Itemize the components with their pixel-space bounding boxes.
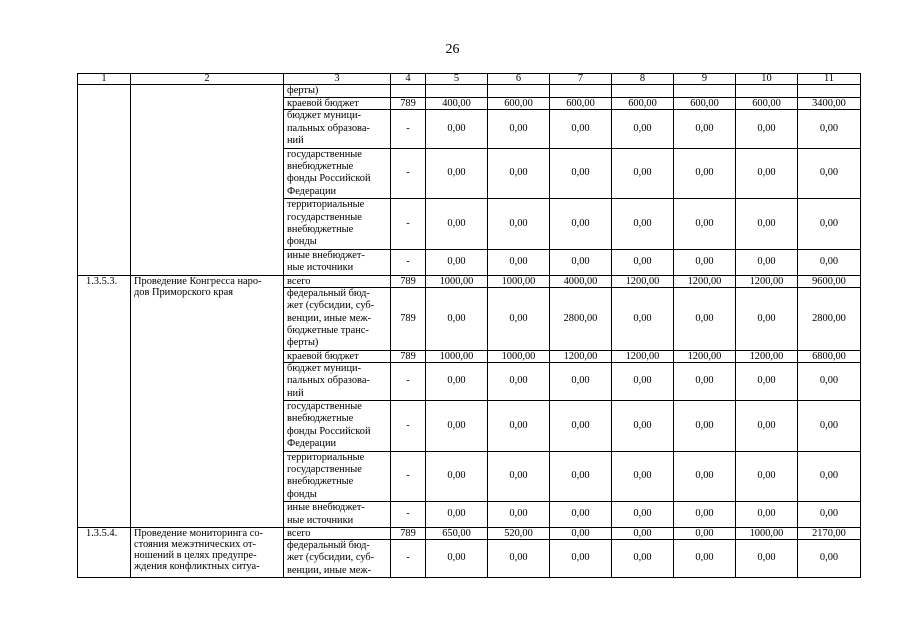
amount-cell: 600,00 [550, 98, 612, 110]
amount-cell: 0,00 [612, 400, 674, 451]
column-number-header: 9 [674, 74, 736, 85]
amount-cell: 0,00 [736, 451, 798, 502]
column-number-header: 1 [78, 74, 131, 85]
column-number-header: 3 [284, 74, 391, 85]
column-number-header: 4 [391, 74, 426, 85]
budget-code-cell: - [391, 362, 426, 400]
amount-cell: 0,00 [426, 249, 488, 275]
amount-cell: 0,00 [674, 400, 736, 451]
amount-cell: 0,00 [798, 400, 861, 451]
amount-cell: 0,00 [426, 148, 488, 199]
budget-code-cell: - [391, 540, 426, 578]
budget-code-cell: 789 [391, 350, 426, 362]
item-name-cell: Проведение Конгресса наро- дов Приморского края [131, 275, 284, 527]
funding-source-cell: бюджет муници- пальных образова- ний [284, 362, 391, 400]
budget-code-cell: - [391, 400, 426, 451]
amount-cell: 0,00 [736, 540, 798, 578]
amount-cell: 1200,00 [550, 350, 612, 362]
amount-cell: 0,00 [550, 502, 612, 528]
column-number-header: 10 [736, 74, 798, 85]
amount-cell: 0,00 [550, 199, 612, 250]
funding-source-cell: краевой бюджет [284, 350, 391, 362]
amount-cell: 0,00 [426, 400, 488, 451]
amount-cell [488, 85, 550, 98]
amount-cell: 2170,00 [798, 528, 861, 540]
amount-cell: 0,00 [674, 451, 736, 502]
amount-cell: 0,00 [488, 287, 550, 350]
amount-cell: 0,00 [426, 199, 488, 250]
table-row [78, 275, 861, 287]
budget-code-cell: - [391, 110, 426, 148]
amount-cell: 1200,00 [612, 275, 674, 287]
funding-source-cell: ферты) [284, 85, 391, 98]
amount-cell: 0,00 [736, 400, 798, 451]
amount-cell: 400,00 [426, 98, 488, 110]
budget-code-cell: - [391, 249, 426, 275]
amount-cell: 0,00 [674, 540, 736, 578]
amount-cell: 0,00 [736, 199, 798, 250]
amount-cell: 0,00 [426, 287, 488, 350]
amount-cell: 0,00 [612, 502, 674, 528]
funding-source-cell: бюджет муници- пальных образова- ний [284, 110, 391, 148]
column-number-header: 2 [131, 74, 284, 85]
amount-cell: 0,00 [736, 287, 798, 350]
amount-cell: 0,00 [612, 287, 674, 350]
amount-cell: 0,00 [612, 249, 674, 275]
amount-cell: 0,00 [798, 249, 861, 275]
amount-cell [550, 85, 612, 98]
budget-code-cell: - [391, 502, 426, 528]
amount-cell: 0,00 [736, 148, 798, 199]
amount-cell: 0,00 [798, 362, 861, 400]
amount-cell: 600,00 [488, 98, 550, 110]
funding-source-cell: иные внебюджет- ные источники [284, 249, 391, 275]
table-row [78, 85, 861, 98]
amount-cell: 0,00 [798, 502, 861, 528]
funding-source-cell: федеральный бюд- жет (субсидии, суб- венции, иные меж- [284, 540, 391, 578]
column-number-header: 5 [426, 74, 488, 85]
amount-cell: 520,00 [488, 528, 550, 540]
amount-cell: 0,00 [612, 110, 674, 148]
amount-cell: 0,00 [426, 362, 488, 400]
funding-source-cell: краевой бюджет [284, 98, 391, 110]
amount-cell: 0,00 [550, 540, 612, 578]
amount-cell: 600,00 [736, 98, 798, 110]
amount-cell: 2800,00 [550, 287, 612, 350]
budget-code-cell: - [391, 451, 426, 502]
amount-cell: 600,00 [612, 98, 674, 110]
budget-code-cell: 789 [391, 98, 426, 110]
table-header-row [78, 74, 861, 85]
amount-cell: 1000,00 [488, 350, 550, 362]
amount-cell: 0,00 [798, 451, 861, 502]
funding-source-cell: федеральный бюд- жет (субсидии, суб- венции, иные меж- бюджетные транс- ферты) [284, 287, 391, 350]
amount-cell: 0,00 [426, 502, 488, 528]
amount-cell: 0,00 [736, 110, 798, 148]
amount-cell: 0,00 [674, 249, 736, 275]
amount-cell: 0,00 [550, 110, 612, 148]
amount-cell: 0,00 [612, 528, 674, 540]
amount-cell: 0,00 [426, 540, 488, 578]
amount-cell: 0,00 [674, 528, 736, 540]
page-number: 26 [445, 42, 460, 57]
column-number-header: 7 [550, 74, 612, 85]
amount-cell [736, 85, 798, 98]
item-number-cell: 1.3.5.4. [78, 528, 131, 578]
amount-cell: 0,00 [674, 287, 736, 350]
amount-cell: 0,00 [736, 362, 798, 400]
amount-cell: 0,00 [612, 199, 674, 250]
amount-cell: 1200,00 [736, 275, 798, 287]
amount-cell: 0,00 [488, 502, 550, 528]
amount-cell: 0,00 [674, 502, 736, 528]
column-number-header: 11 [798, 74, 861, 85]
funding-source-cell: государственные внебюджетные фонды Российской Федерации [284, 400, 391, 451]
item-name-cell: Проведение мониторинга со- стояния межэтнических от- ношений в целях предупре- ждения конфликтных ситуа- [131, 528, 284, 578]
amount-cell: 0,00 [550, 249, 612, 275]
amount-cell: 0,00 [488, 451, 550, 502]
funding-source-cell: всего [284, 275, 391, 287]
amount-cell: 6800,00 [798, 350, 861, 362]
funding-source-cell: государственные внебюджетные фонды Российской Федерации [284, 148, 391, 199]
amount-cell: 0,00 [550, 528, 612, 540]
amount-cell: 0,00 [798, 110, 861, 148]
amount-cell: 0,00 [488, 148, 550, 199]
amount-cell: 0,00 [488, 249, 550, 275]
amount-cell: 0,00 [798, 148, 861, 199]
amount-cell: 0,00 [550, 362, 612, 400]
amount-cell: 650,00 [426, 528, 488, 540]
column-number-header: 6 [488, 74, 550, 85]
budget-code-cell [391, 85, 426, 98]
amount-cell: 600,00 [674, 98, 736, 110]
funding-source-cell: иные внебюджет- ные источники [284, 502, 391, 528]
amount-cell: 0,00 [488, 199, 550, 250]
amount-cell [674, 85, 736, 98]
amount-cell: 1200,00 [612, 350, 674, 362]
budget-code-cell: 789 [391, 275, 426, 287]
amount-cell: 0,00 [550, 451, 612, 502]
budget-table-body [78, 74, 861, 578]
budget-code-cell: 789 [391, 528, 426, 540]
amount-cell: 0,00 [798, 540, 861, 578]
funding-source-cell: территориальные государственные внебюджетные фонды [284, 199, 391, 250]
amount-cell: 1000,00 [736, 528, 798, 540]
amount-cell: 1200,00 [674, 350, 736, 362]
item-name-cell [131, 85, 284, 276]
amount-cell: 0,00 [612, 362, 674, 400]
budget-code-cell: - [391, 199, 426, 250]
amount-cell: 9600,00 [798, 275, 861, 287]
amount-cell [426, 85, 488, 98]
amount-cell [612, 85, 674, 98]
amount-cell: 3400,00 [798, 98, 861, 110]
amount-cell: 0,00 [674, 362, 736, 400]
amount-cell: 0,00 [488, 400, 550, 451]
amount-cell: 0,00 [736, 502, 798, 528]
item-number-cell: 1.3.5.3. [78, 275, 131, 527]
amount-cell: 0,00 [612, 148, 674, 199]
amount-cell: 1200,00 [674, 275, 736, 287]
amount-cell: 0,00 [736, 249, 798, 275]
amount-cell: 0,00 [488, 110, 550, 148]
amount-cell: 0,00 [674, 110, 736, 148]
amount-cell [798, 85, 861, 98]
amount-cell: 1000,00 [426, 350, 488, 362]
table-row [78, 528, 861, 540]
amount-cell: 1200,00 [736, 350, 798, 362]
amount-cell: 0,00 [426, 110, 488, 148]
funding-source-cell: территориальные государственные внебюджетные фонды [284, 451, 391, 502]
amount-cell: 2800,00 [798, 287, 861, 350]
amount-cell: 1000,00 [488, 275, 550, 287]
budget-code-cell: 789 [391, 287, 426, 350]
amount-cell: 0,00 [550, 148, 612, 199]
amount-cell: 0,00 [488, 362, 550, 400]
amount-cell: 0,00 [798, 199, 861, 250]
amount-cell: 0,00 [426, 451, 488, 502]
funding-source-cell: всего [284, 528, 391, 540]
amount-cell: 0,00 [550, 400, 612, 451]
amount-cell: 0,00 [612, 540, 674, 578]
budget-code-cell: - [391, 148, 426, 199]
item-number-cell [78, 85, 131, 276]
amount-cell: 1000,00 [426, 275, 488, 287]
amount-cell: 0,00 [488, 540, 550, 578]
column-number-header: 8 [612, 74, 674, 85]
amount-cell: 0,00 [612, 451, 674, 502]
amount-cell: 0,00 [674, 148, 736, 199]
amount-cell: 0,00 [674, 199, 736, 250]
amount-cell: 4000,00 [550, 275, 612, 287]
budget-table [77, 73, 861, 578]
